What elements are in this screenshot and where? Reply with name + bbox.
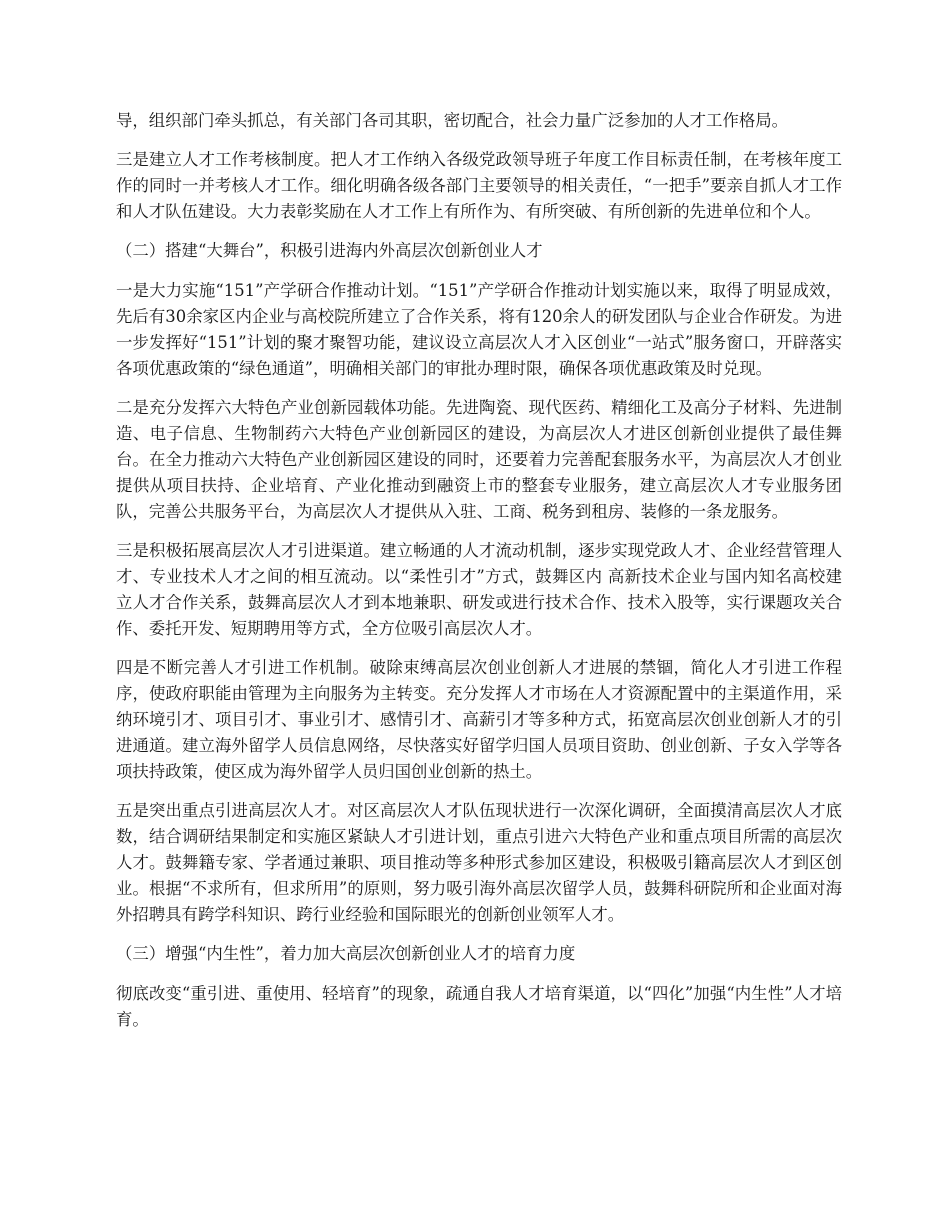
paragraph-talent-channels: 三是积极拓展高层次人才引进渠道。建立畅通的人才流动机制，逐步实现党政人才、企业经营管理人才、专业技术人才之间的相互流动。以“柔性引才”方式，鼓舞区内 高新技术企业与国内知名高校建立人才合作关系，鼓舞高层次人才到本地兼职、研发或进行技术合作、技术入股等，实行课题攻关合作、委托开发、短期聘用等方式，全方位吸引高层次人才。 [116,541,842,638]
section-heading-2: （二）搭建“大舞台”，积极引进海内外高层次创新创业人才 [116,241,543,260]
document-page [116,108,842,1046]
paragraph-continuation: 导，组织部门牵头抓总，有关部门各司其职，密切配合，社会力量广泛参加的人才工作格局。 [116,111,789,130]
paragraph-assessment-system: 三是建立人才工作考核制度。把人才工作纳入各级党政领导班子年度工作目标责任制，在考核年度工作的同时一并考核人才工作。细化明确各级各部门主要领导的相关责任，“一把手”要亲自抓人才工作和人才队伍建设。大力表彰奖励在人才工作上有所作为、有所突破、有所创新的先进单位和个人。 [116,150,842,221]
paragraph-cultivation: 彻底改变“重引进、重使用、轻培育”的现象，疏通自我人才培育渠道，以“四化”加强“内生性”人才培育。 [116,984,842,1029]
paragraph-key-talent: 五是突出重点引进高层次人才。对区高层次人才队伍现状进行一次深化调研，全面摸清高层次人才底数，结合调研结果制定和实施区紧缺人才引进计划，重点引进六大特色产业和重点项目所需的高层次人才。鼓舞籍专家、学者通过兼职、项目推动等多种形式参加区建设，积极吸引籍高层次人才到区创业。根据“不求所有，但求所用”的原则，努力吸引海外高层次留学人员，鼓舞科研院所和企业面对海外招聘具有跨学科知识、跨行业经验和国际眼光的创新创业领军人才。 [116,801,842,924]
paragraph-industry-parks: 二是充分发挥六大特色产业创新园载体功能。先进陶瓷、现代医药、精细化工及高分子材料、先进制造、电子信息、生物制药六大特色产业创新园区的建设，为高层次人才进区创新创业提供了最佳舞台。在全力推动六大特色产业创新园区建设的同时，还要着力完善配套服务水平，为高层次人才创业提供从项目扶持、企业培育、产业化推动到融资上市的整套专业服务，建立高层次人才专业服务团队，完善公共服务平台，为高层次人才提供从入驻、工商、税务到租房、装修的一条龙服务。 [116,398,842,521]
paragraph-introduction-mechanism: 四是不断完善人才引进工作机制。破除束缚高层次创业创新人才进展的禁锢，简化人才引进工作程序，使政府职能由管理为主向服务为主转变。充分发挥人才市场在人才资源配置中的主渠道作用，采纳环境引才、项目引才、事业引才、感情引才、高薪引才等多种方式，拓宽高层次创业创新人才的引进通道。建立海外留学人员信息网络，尽快落实好留学归国人员项目资助、创业创新、子女入学等各项扶持政策，使区成为海外留学人员归国创业创新的热土。 [116,658,842,781]
section-heading-3: （三）增强“内生性”，着力加大高层次创新创业人才的培育力度 [116,944,576,963]
paragraph-151-plan: 一是大力实施“151”产学研合作推动计划。“151”产学研合作推动计划实施以来，取得了明显成效，先后有30余家区内企业与高校院所建立了合作关系，将有120余人的研发团队与企业合作研发。为进一步发挥好“151”计划的聚才聚智功能，建议设立高层次人才入区创业“一站式”服务窗口，开辟落实各项优惠政策的“绿色通道”，明确相关部门的审批办理时限，确保各项优惠政策及时兑现。 [116,281,842,378]
